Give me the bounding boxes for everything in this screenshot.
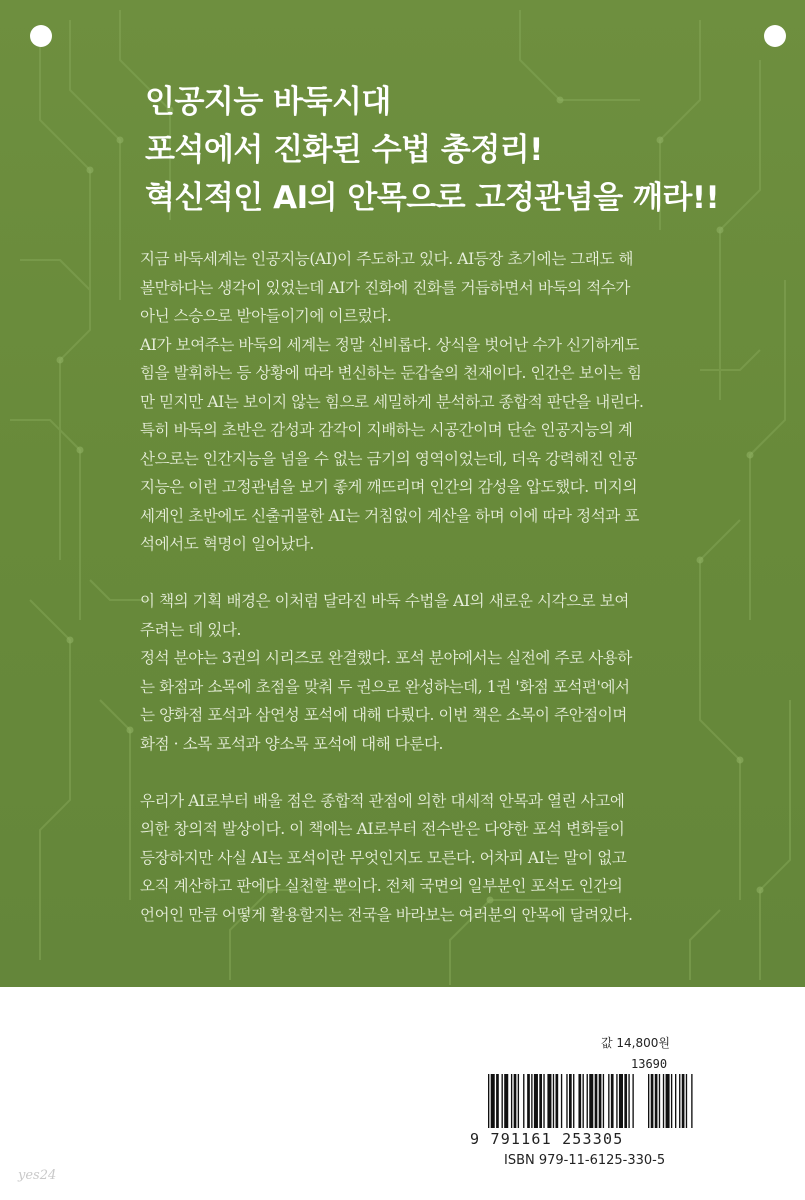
barcode-bar <box>556 1074 559 1128</box>
right-binding-hole <box>764 25 786 47</box>
barcode-bar <box>502 1074 503 1128</box>
barcode-bar <box>616 1074 617 1128</box>
barcode-bar <box>531 1074 532 1128</box>
addon-bar <box>648 1074 649 1128</box>
headline-line-2: 포석에서 진화된 수법 총정리! <box>145 132 543 168</box>
barcode-bar <box>561 1074 562 1128</box>
barcode-bar <box>496 1074 499 1128</box>
barcode-bar <box>619 1074 623 1128</box>
body-line: 특히 바둑의 초반은 감성과 감각이 지배하는 시공간이며 단순 인공지능의 계 <box>140 421 633 439</box>
barcode-bar <box>566 1074 567 1128</box>
addon-bar <box>659 1074 660 1128</box>
addon-bar <box>686 1074 687 1128</box>
barcode-bar <box>511 1074 512 1128</box>
barcode-bar <box>543 1074 544 1128</box>
body-line: 정석 분야는 3권의 시리즈로 완결했다. 포석 분야에서는 실전에 주로 사용하 <box>140 649 632 667</box>
barcode-bar <box>569 1074 572 1128</box>
body-line: 볼만하다는 생각이 있었는데 AI가 진화에 진화를 거듭하면서 바둑의 적수가 <box>140 278 630 297</box>
barcode-bar <box>539 1074 542 1128</box>
body-line: AI가 보여주는 바둑의 세계는 정말 신비롭다. 상식을 벗어난 수가 신기하게도 <box>140 335 639 354</box>
body-line: 화점 · 소목 포석과 양소목 포석에 대해 다룬다. <box>140 734 444 753</box>
isbn-barcode-digits: 9 791161 253305 <box>470 1130 624 1148</box>
body-text <box>140 245 685 929</box>
body-line: 등장하지만 사실 AI는 포석이란 무엇인지도 모른다. 어차피 AI는 말이 없고 <box>140 848 627 867</box>
isbn-barcode <box>488 1074 700 1130</box>
barcode-bar <box>611 1074 614 1128</box>
body-line: 지능은 이런 고정관념을 보기 좋게 깨뜨리며 인간의 감성을 압도했다. 미지의 <box>140 478 638 496</box>
addon-bar <box>651 1074 654 1128</box>
body-line: 만 믿지만 AI는 보이지 않는 힘으로 세밀하게 분석하고 종합적 판단을 내린다. <box>140 392 644 411</box>
barcode-bar <box>608 1074 609 1128</box>
left-binding-hole <box>30 25 52 47</box>
barcode-bar <box>628 1074 629 1128</box>
body-line: 오직 계산하고 판에다 실천할 뿐이다. 전체 국면의 일부분인 포석도 인간의 <box>140 877 623 895</box>
headline-line-3: 혁신적인 AI의 안목으로 고정관념을 깨라!! <box>145 180 720 216</box>
price-label: 값 14,800원 <box>601 1036 670 1050</box>
barcode-bar <box>632 1074 633 1128</box>
body-line: 지금 바둑세계는 인공지능(AI)이 주도하고 있다. AI등장 초기에는 그래도 해 <box>140 250 634 268</box>
body-line: 석에서도 혁명이 일어났다. <box>140 535 314 553</box>
barcode-bar <box>504 1074 508 1128</box>
headline-line-1: 인공지능 바둑시대 <box>145 84 391 120</box>
paragraph-gap <box>140 758 685 787</box>
addon-bar <box>666 1074 670 1128</box>
addon-code: 13690 <box>631 1057 668 1071</box>
body-line: 의한 창의적 발상이다. 이 책에는 AI로부터 전수받은 다양한 포석 변화들이 <box>140 820 625 838</box>
barcode-bar <box>534 1074 538 1128</box>
barcode-bar <box>527 1074 530 1128</box>
barcode-bar <box>578 1074 581 1128</box>
barcode-bar <box>553 1074 554 1128</box>
body-line: 언어인 만큼 어떻게 활용할지는 전국을 바라보는 여러분의 안목에 달려있다. <box>140 905 633 924</box>
body-line: 우리가 AI로부터 배울 점은 종합적 관점에 의한 대세적 안목과 열린 사고에 <box>140 791 625 810</box>
addon-bar <box>671 1074 672 1128</box>
barcode-bar <box>547 1074 551 1128</box>
watermark-logo: yes24 <box>18 1168 57 1183</box>
barcode-bar <box>589 1074 593 1128</box>
addon-bar <box>682 1074 685 1128</box>
body-line: 아닌 스승으로 받아들이기에 이르렀다. <box>140 307 392 325</box>
barcode-bar <box>595 1074 598 1128</box>
barcode-bar <box>624 1074 627 1128</box>
body-line: 는 화점과 소목에 초점을 맞춰 두 권으로 완성하는데, 1권 '화점 포석편'에서 <box>140 677 630 696</box>
barcode-bar <box>491 1074 495 1128</box>
addon-bar <box>675 1074 676 1128</box>
body-line: 주려는 데 있다. <box>140 620 242 639</box>
paragraph-gap <box>140 559 685 588</box>
body-line: 이 책의 기획 배경은 이처럼 달라진 바둑 수법을 AI의 새로운 시각으로 보여 <box>140 592 629 610</box>
body-line: 산으로는 인간지능을 넘을 수 없는 금기의 영역이었는데, 더욱 강력해진 인공 <box>140 449 638 468</box>
barcode-bar <box>514 1074 517 1128</box>
barcode-bar <box>599 1074 602 1128</box>
barcode-bar <box>523 1074 524 1128</box>
isbn-number: ISBN 979-11-6125-330-5 <box>504 1153 666 1168</box>
barcode-bar <box>573 1074 574 1128</box>
barcode-bar <box>488 1074 489 1128</box>
body-line: 는 양화점 포석과 삼연성 포석에 대해 다뤘다. 이번 책은 소목이 주안점이며 <box>140 706 627 724</box>
barcode-bar <box>603 1074 604 1128</box>
barcode-bar <box>587 1074 588 1128</box>
barcode-bar <box>518 1074 519 1128</box>
addon-bar <box>679 1074 680 1128</box>
addon-bar <box>663 1074 664 1128</box>
addon-bar <box>691 1074 692 1128</box>
addon-bar <box>655 1074 658 1128</box>
body-line: 세계인 초반에도 신출귀몰한 AI는 거침없이 계산을 하며 이에 따라 정석과 포 <box>140 506 639 525</box>
headline <box>145 78 765 222</box>
body-line: 힘을 발휘하는 등 상황에 따라 변신하는 둔갑술의 천재이다. 인간은 보이는 힘 <box>140 364 642 382</box>
barcode-bar <box>583 1074 584 1128</box>
